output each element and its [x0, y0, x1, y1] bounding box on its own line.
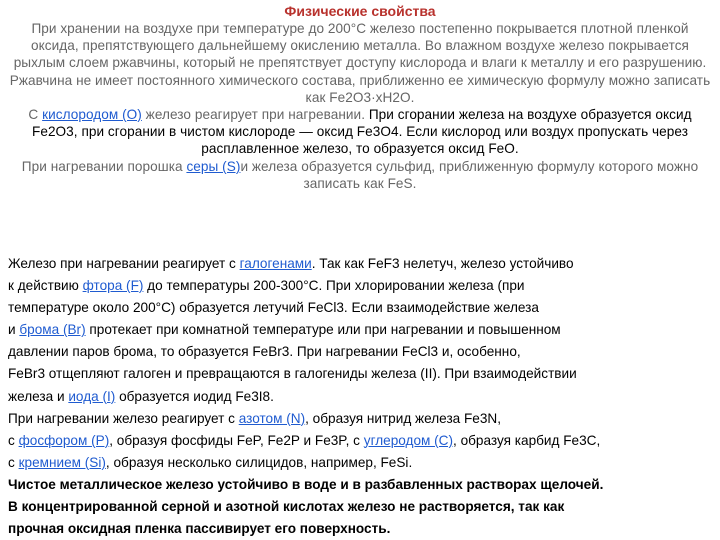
text-run: и [8, 322, 20, 338]
text-line-bold: прочная оксидная пленка пассивирует его поверхность. [8, 521, 391, 537]
text-run: железа и [8, 388, 69, 404]
oxygen-heating-text: железо реагирует при нагревании. [141, 107, 366, 123]
text-run: образуется иодид Fe3I8. [115, 388, 274, 404]
bromine-link[interactable]: брома (Br) [19, 322, 86, 338]
text-line-bold: Чистое металлическое железо устойчиво в воде и в разбавленных растворах щелочей. [8, 476, 604, 492]
text-run: с [8, 454, 19, 470]
text-run: . Так как FeF3 нелетуч, железо устойчиво [311, 256, 574, 271]
text-run: При нагревании железо реагирует с [8, 410, 239, 426]
text-run: с [8, 432, 19, 448]
text-run: к действию [8, 278, 83, 294]
text-line: FeBr3 отщепляют галоген и превращаются в галогениды железа (II). При взаимодействии [8, 366, 577, 382]
text-run: протекает при комнатной температуре или при нагревании и повышенном [85, 322, 561, 338]
text-run: , образуя карбид Fe3C, [453, 432, 601, 448]
halogens-link[interactable]: галогенами [239, 256, 312, 271]
sulfur-intro: При нагревании порошка [21, 158, 187, 174]
text-line [8, 408, 718, 430]
text-line-bold: В концентрированной серной и азотной кислотах железо не растворяется, так как [8, 499, 565, 515]
text-line [8, 452, 718, 474]
nitrogen-link[interactable]: азотом (N) [238, 410, 306, 426]
text-line [8, 275, 718, 297]
fluorine-link[interactable]: фтора (F) [82, 278, 144, 294]
text-run: до температуры 200-300°С. При хлорировании железа (при [143, 278, 525, 294]
text-line: давлении паров брома, то образуется FeBr3. При нагревании FeCl3 и, особенно, [8, 344, 521, 360]
oxygen-link[interactable]: кислородом (O) [42, 107, 142, 123]
text-run: Железо при нагревании реагирует с [8, 256, 240, 271]
phosphorus-link[interactable]: фосфором (P) [18, 432, 110, 448]
sulfide-text: и железа образуется сульфид, приближенную формулу которого можно записать как FeS. [240, 158, 699, 191]
bottom-paragraph [8, 253, 718, 540]
text-line [8, 386, 718, 408]
text-run: , образуя нитрид железа Fe3N, [305, 410, 502, 426]
top-paragraph [8, 20, 712, 192]
text-line [8, 253, 718, 275]
slide-title: Физические свойства [284, 3, 436, 19]
text-run: , образуя несколько силицидов, например, FeSi. [105, 454, 413, 470]
iodine-link[interactable]: иода (I) [68, 388, 116, 404]
combustion-text: При сгорании железа на воздухе образуется оксид Fe2O3, при сгорании в чистом кислороде — оксид Fe3O4. Если кислород или воздух пропускать через расплавленное железо, то образуется оксид FeO. [31, 107, 692, 157]
rust-text: При хранении на воздухе при температуре до 200°С железо постепенно покрывается плотной пленкой оксида, препятствующего дальнейшему окислению металла. Во влажном воздухе железо покрывается рыхлым слоем ржавчины, который не препятствует доступу кислорода и влаги к металлу и его разрушению. Ржавчина не имеет постоянного химического состава, приближенно ее химическую формулу можно записать как Fe2O3·xH2O. [9, 21, 711, 105]
silicon-link[interactable]: кремнием (Si) [18, 454, 106, 470]
sulfur-link[interactable]: серы (S) [186, 158, 241, 174]
text-line [8, 430, 718, 452]
oxygen-intro: С [28, 107, 43, 123]
carbon-link[interactable]: углеродом (C) [363, 432, 454, 448]
text-line [8, 319, 718, 341]
text-run: , образуя фосфиды FeP, Fe2P и Fe3P, с [109, 432, 364, 448]
text-line: температуре около 200°С) образуется летучий FeCl3. Если взаимодействие железа [8, 300, 539, 316]
